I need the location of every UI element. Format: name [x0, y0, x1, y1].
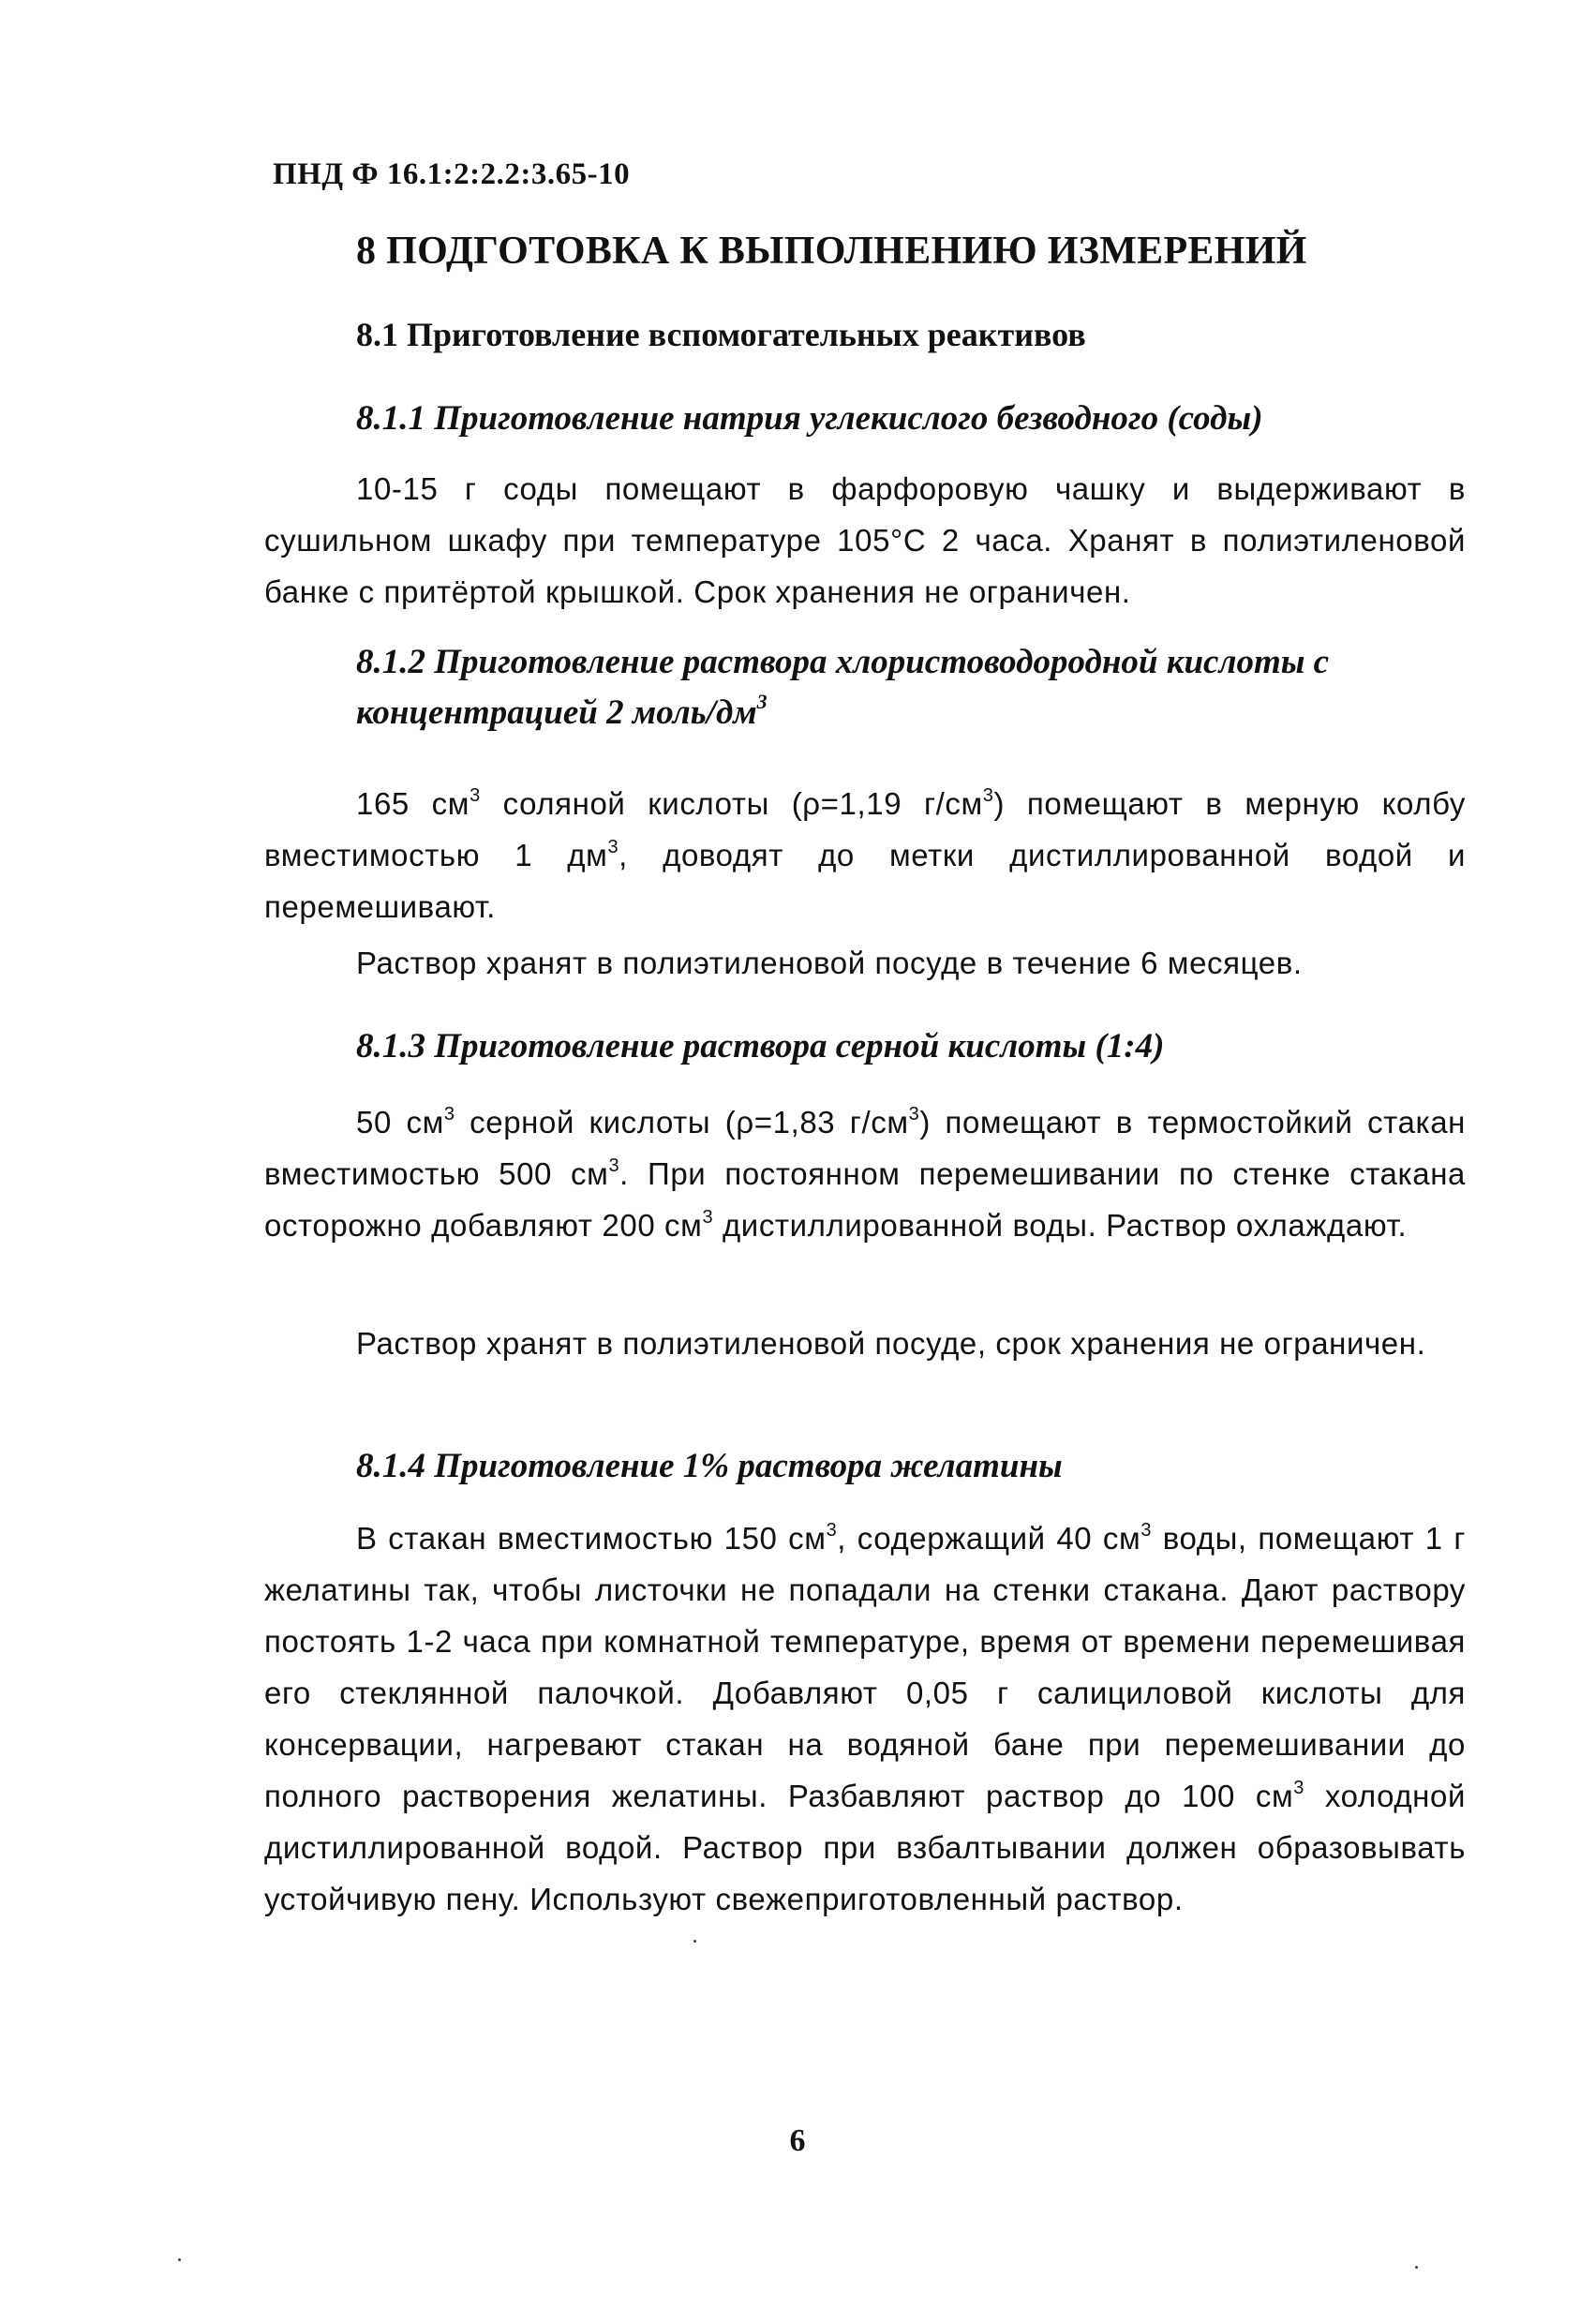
scan-speck [693, 1940, 696, 1943]
paragraph-8-1-1: 10-15 г соды помещают в фарфоровую чашку и выдерживают в сушильном шкафу при температуре 105°С 2 часа. Хранят в полиэтиленовой банке с притёртой крышкой. Срок хранения не ограничен. [264, 471, 1466, 609]
text-run: В стакан вместимостью 150 см [356, 1521, 827, 1556]
item-title-8-1-3: 8.1.3 Приготовление раствора серной кислоты (1:4) [356, 1027, 1165, 1065]
superscript: 3 [1293, 1778, 1304, 1798]
superscript: 3 [607, 837, 619, 857]
superscript: 3 [702, 1207, 714, 1228]
text-run: ) помещают в мерную колбу вместимостью 1 дм [264, 786, 1467, 872]
superscript: 3 [608, 1155, 620, 1176]
item-title-8-1-4: 8.1.4 Приготовление 1% раствора желатины [356, 1447, 1063, 1485]
document-code: ПНД Ф 16.1:2:2.2:3.65-10 [273, 157, 631, 191]
subsection-title: 8.1 Приготовление вспомогательных реактивов [356, 316, 1086, 353]
item-title-8-1-1: 8.1.1 Приготовление натрия углекислого безводного (соды) [356, 399, 1263, 438]
paragraph-8-1-2-b: Раствор хранят в полиэтиленовой посуде в течение 6 месяцев. [356, 946, 1303, 980]
text-run: 165 см [356, 786, 470, 821]
section-title: 8 ПОДГОТОВКА К ВЫПОЛНЕНИЮ ИЗМЕРЕНИЙ [356, 230, 1307, 273]
superscript: 3 [826, 1520, 838, 1541]
paragraph-8-1-3-a [264, 1096, 1466, 1251]
superscript: 3 [982, 785, 994, 806]
text-run: холодной дистиллированной водой. Раствор при взбалтывании должен образовывать устойчивую пену. Используют свежеприготовленный раствор. [264, 1779, 1466, 1916]
paragraph-8-1-4 [264, 1512, 1466, 1925]
superscript: 3 [756, 690, 768, 713]
text-run: воды, помещают 1 г желатины так, чтобы листочки не попадали на стенки стакана. Дают раствору постоять 1-2 часа при комнатной температуре, время от времени перемешивая его стеклянной палочкой. Добавляют 0,05 г салициловой кислоты для консервации, нагревают стакан на водяной бане при перемешивании до полного растворения желатины. Разбавляют раствор до 100 см [264, 1521, 1466, 1813]
text-run: , содержащий 40 см [837, 1521, 1141, 1556]
superscript: 3 [908, 1104, 920, 1125]
page-number: 6 [789, 2123, 806, 2158]
superscript: 3 [443, 1104, 455, 1125]
text-run: соляной кислоты (ρ=1,19 г/см [480, 786, 983, 821]
item-title-8-1-2 [356, 637, 1467, 738]
paragraph-8-1-3-b: Раствор хранят в полиэтиленовой посуде, срок хранения не ограничен. [356, 1326, 1426, 1361]
superscript: 3 [1140, 1520, 1153, 1541]
item-title-8-1-2-line1: 8.1.2 Приготовление раствора хлористоводородной кислоты с [356, 643, 1330, 681]
text-run: серной кислоты (ρ=1,83 г/см [455, 1105, 909, 1140]
text-run: дистиллированной воды. Раствор охлаждают. [713, 1208, 1408, 1243]
item-title-8-1-2-line2: концентрацией 2 моль/дм [356, 693, 757, 732]
text-run: . При постоянном перемешивании по стенке стакана осторожно добавляют 200 см [264, 1156, 1466, 1243]
text-run: ) помещают в термостойкий стакан вместимостью 500 см [264, 1105, 1467, 1191]
superscript: 3 [470, 785, 481, 806]
text-run: 50 см [356, 1105, 444, 1140]
scan-speck [1415, 2266, 1418, 2269]
text-run: , доводят до метки дистиллированной водой и перемешивают. [264, 838, 1466, 924]
scan-speck [178, 2258, 181, 2261]
paragraph-8-1-2-a [264, 778, 1466, 932]
